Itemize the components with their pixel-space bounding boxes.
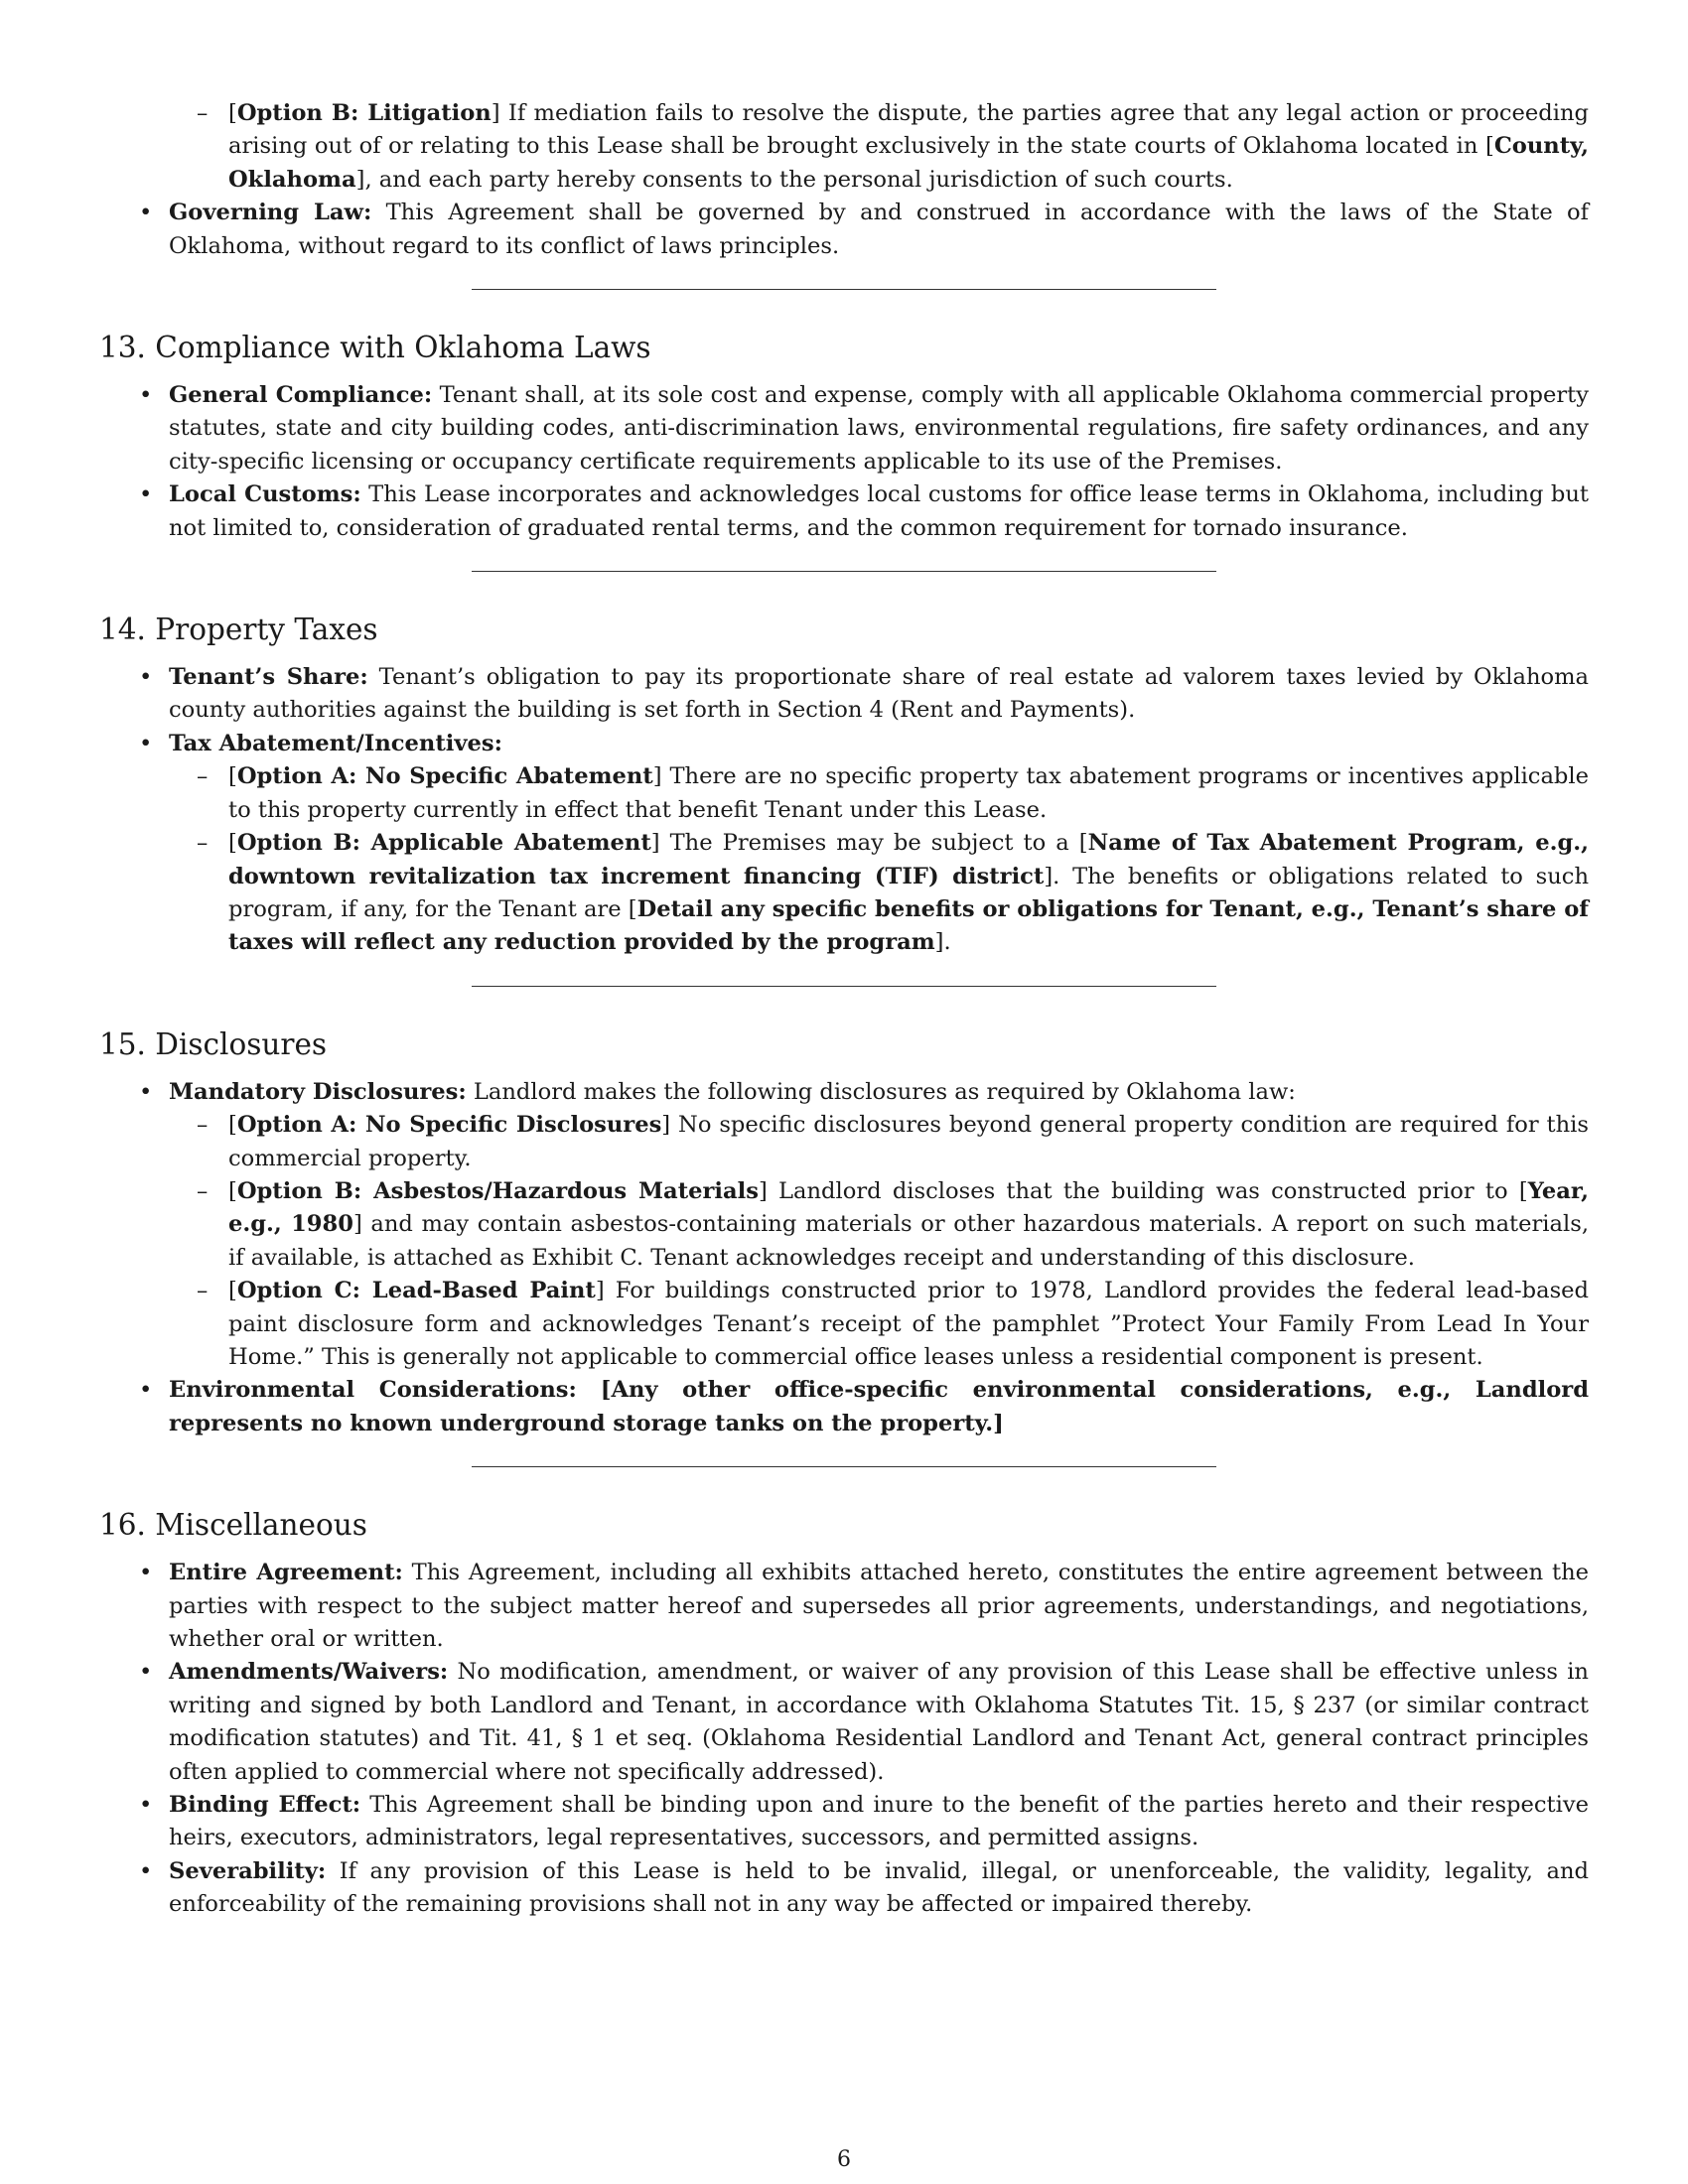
tax-abatement-options xyxy=(169,760,1589,959)
option-text: and may contain asbestos-containing materials or other hazardous materials. A report on such materials, if available, is attached as Exhibit C. Tenant acknowledges receipt and understanding of this disclosure. xyxy=(228,1211,1590,1271)
disclosure-options xyxy=(169,1109,1589,1374)
item-text: If any provision of this Lease is held to be invalid, illegal, or unenforceable, the validity, legality, and enforceability of the remaining provisions shall not in any way be affected or impaired thereby. xyxy=(169,1857,1589,1918)
section-heading-15: 15. Disclosures xyxy=(99,1026,328,1061)
section-heading-13: 13. Compliance with Oklahoma Laws xyxy=(99,331,651,365)
placeholder-program: Name of Tax Abatement Program, e.g., downtown revitalization tax increment financing (TIF) district xyxy=(228,830,1589,889)
item-label: Binding Effect: xyxy=(169,1792,361,1819)
general-compliance-item xyxy=(169,379,1589,478)
option-text: The Premises may be subject to a xyxy=(659,830,1079,857)
governing-law-item xyxy=(169,197,1589,263)
item-text: This Agreement shall be binding upon and inure to the benefit of the parties hereto and their respective heirs, executors, administrators, legal representatives, successors, and permitted assigns. xyxy=(169,1792,1589,1851)
dispute-list xyxy=(99,97,1589,263)
item-label: Mandatory Disclosures: xyxy=(169,1078,467,1105)
section-14-list xyxy=(99,661,1589,960)
severability-item xyxy=(169,1855,1589,1922)
section-13-list xyxy=(99,379,1589,545)
option-applicable-abatement: – [Option B: Applicable Abatement] The Premises may be subject to a [Name of Tax Abatement Program, e.g., downtown revitalization tax increment financing (TIF) district]. The benefits or obligations related to such program, if any, for the Tenant are [Detail any specific benefits or obligations for Tenant, e.g., Tenant’s share of taxes will reflect any reduction provided by the program]. xyxy=(228,827,1589,960)
item-label: General Compliance: xyxy=(169,382,433,409)
option-text: If mediation fails to resolve the dispute, the parties agree that any legal action or proceeding arising out of or relating to this Lease shall be brought exclusively in the state courts of Oklahoma located in xyxy=(228,100,1589,160)
option-text: . xyxy=(943,929,951,956)
local-customs-item xyxy=(169,478,1589,545)
item-label: Tenant’s Share: xyxy=(169,664,368,691)
option-text: For buildings constructed prior to 1978, Landlord provides the federal lead-based paint disclosure form and acknowledges Tenant’s receipt of the pamphlet ”Protect Your Family From Lead In Your Home.” This is generally not applicable to commercial office leases unless a residential component is present. xyxy=(228,1278,1589,1370)
item-text: This Agreement shall be governed by and construed in accordance with the laws of the State of Oklahoma, without regard to its conflict of laws principles. xyxy=(169,200,1589,259)
option-text: . The benefits or obligations related to such program, if any, for the Tenant are xyxy=(228,863,1589,922)
item-label: Governing Law: xyxy=(169,200,372,226)
tenants-share-item xyxy=(169,661,1589,728)
option-label: Option A: No Specific Disclosures xyxy=(236,1112,662,1139)
amendments-item xyxy=(169,1656,1589,1789)
option-label: Option B: Litigation xyxy=(236,100,492,126)
option-text: , and each party hereby consents to the personal jurisdiction of such courts. xyxy=(364,166,1233,193)
option-no-disclosures: – [Option A: No Specific Disclosures] No specific disclosures beyond general property condition are required for this commercial property. xyxy=(228,1109,1589,1175)
section-heading-16: 16. Miscellaneous xyxy=(99,1508,367,1543)
item-text: This Lease incorporates and acknowledges local customs for office lease terms in Oklahoma, including but not limited to, consideration of graduated rental terms, and the common requirement for tornado insurance. xyxy=(169,481,1589,541)
item-label: Environmental Considerations: xyxy=(169,1377,577,1404)
item-label: Severability: xyxy=(169,1857,327,1884)
dispute-options xyxy=(169,97,1589,197)
placeholder-county: County, Oklahoma xyxy=(228,133,1589,193)
continuation-item xyxy=(169,97,1589,197)
option-label: Option C: Lead-Based Paint xyxy=(236,1278,596,1304)
option-label: Option B: Asbestos/Hazardous Materials xyxy=(236,1177,759,1204)
binding-effect-item xyxy=(169,1789,1589,1855)
item-text: Landlord makes the following disclosures as required by Oklahoma law: xyxy=(466,1078,1296,1105)
placeholder-year: Year, e.g., 1980 xyxy=(228,1177,1589,1238)
placeholder-environmental: Any other office-specific environmental considerations, e.g., Landlord represents no known underground storage tanks on the property. xyxy=(169,1377,1589,1436)
item-text: Tenant’s obligation to pay its proportionate share of real estate ad valorem taxes levied by Oklahoma county authorities against the building is set forth in Section 4 (Rent and Payments). xyxy=(169,664,1590,724)
option-text: No specific disclosures beyond general property condition are required for this commercial property. xyxy=(228,1112,1589,1171)
tax-abatement-item xyxy=(169,728,1589,960)
option-lead-paint: – [Option C: Lead-Based Paint] For buildings constructed prior to 1978, Landlord provides the federal lead-based paint disclosure form and acknowledges Tenant’s receipt of the pamphlet ”Protect Your Family From Lead In Your Home.” This is generally not applicable to commercial office leases unless a residential component is present. xyxy=(228,1275,1589,1374)
entire-agreement-item xyxy=(169,1557,1589,1656)
page-content xyxy=(99,97,1589,1922)
placeholder-detail: Detail any specific benefits or obligations for Tenant, e.g., Tenant’s share of taxes will reflect any reduction provided by the program xyxy=(228,895,1590,956)
section-15-list xyxy=(99,1076,1589,1440)
option-text: Landlord discloses that the building was constructed prior to xyxy=(767,1177,1519,1204)
option-litigation: – [Option B: Litigation] If mediation fails to resolve the dispute, the parties agree that any legal action or proceeding arising out of or relating to this Lease shall be brought exclusively in the state courts of Oklahoma located in [County, Oklahoma], and each party hereby consents to the personal jurisdiction of such courts. xyxy=(228,97,1589,197)
section-heading-14: 14. Property Taxes xyxy=(99,613,378,647)
option-label: Option A: No Specific Abatement xyxy=(236,763,653,790)
environmental-item: • Environmental Considerations: [Any other office-specific environmental considerations, e.g., Landlord represents no known underground storage tanks on the property.] xyxy=(169,1374,1589,1440)
section-16-list xyxy=(99,1557,1589,1921)
item-label: Amendments/Waivers: xyxy=(169,1659,449,1686)
item-text: This Agreement, including all exhibits attached hereto, constitutes the entire agreement between the parties with respect to the subject matter hereof and supersedes all prior agreements, understandings, and negotiations, whether oral or written. xyxy=(169,1560,1589,1652)
option-no-abatement: – [Option A: No Specific Abatement] There are no specific property tax abatement programs or incentives applicable to this property currently in effect that benefit Tenant under this Lease. xyxy=(228,760,1589,827)
mandatory-disclosures-item xyxy=(169,1076,1589,1375)
option-asbestos: – [Option B: Asbestos/Hazardous Materials] Landlord discloses that the building was constructed prior to [Year, e.g., 1980] and may contain asbestos-containing materials or other hazardous materials. A report on such materials, if available, is attached as Exhibit C. Tenant acknowledges receipt and understanding of this disclosure. xyxy=(228,1175,1589,1275)
option-text: There are no specific property tax abatement programs or incentives applicable to this property currently in effect that benefit Tenant under this Lease. xyxy=(228,763,1589,823)
item-text: No modification, amendment, or waiver of any provision of this Lease shall be effective unless in writing and signed by both Landlord and Tenant, in accordance with Oklahoma Statutes Tit. 15, § 237 (or similar contract modification statutes) and Tit. 41, § 1 et seq. (Oklahoma Residential Landlord and Tenant Act, general contract principles often applied to commercial where not specifically addressed). xyxy=(169,1659,1589,1785)
item-label: Entire Agreement: xyxy=(169,1560,403,1586)
item-label: Local Customs: xyxy=(169,481,361,508)
item-text: Tenant shall, at its sole cost and expense, comply with all applicable Oklahoma commercial property statutes, state and city building codes, anti-discrimination laws, environmental regulations, fire safety ordinances, and any city-specific licensing or occupancy certificate requirements applicable to its use of the Premises. xyxy=(169,382,1589,475)
page-number: 6 xyxy=(837,2147,851,2172)
item-label: Tax Abatement/Incentives: xyxy=(169,730,502,756)
option-label: Option B: Applicable Abatement xyxy=(236,830,651,857)
